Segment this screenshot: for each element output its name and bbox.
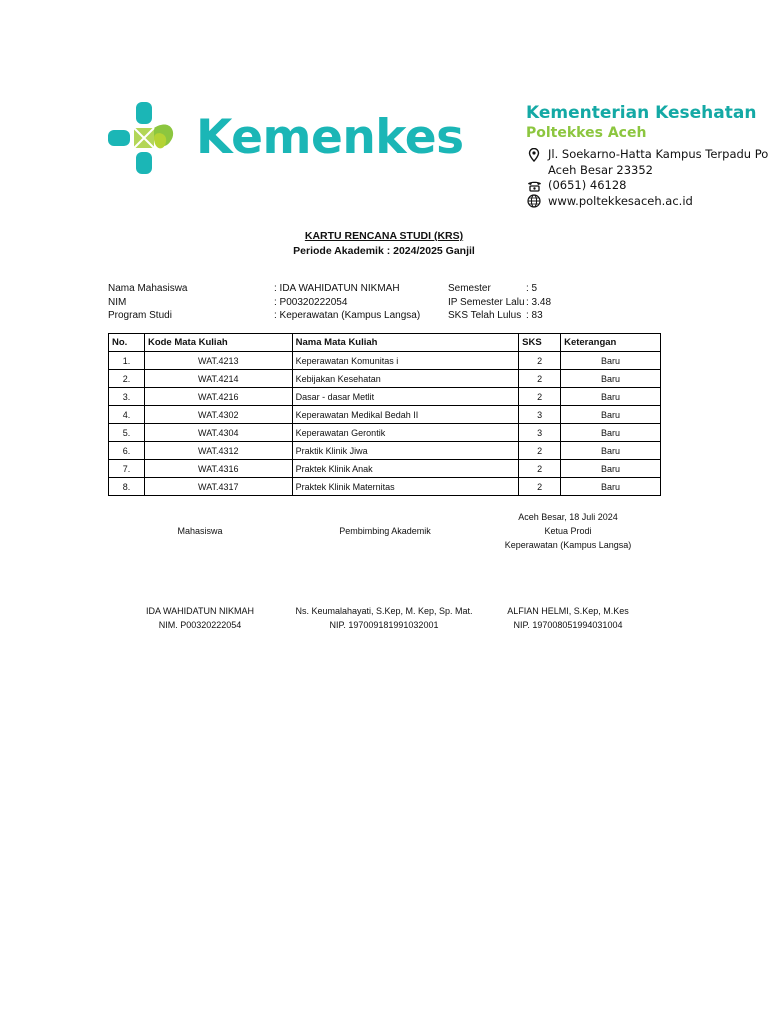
cell-no: 3. [109,388,145,406]
head-signature [478,604,658,632]
cell-credits: 2 [519,352,561,370]
cell-course-name: Praktek Klinik Anak [292,460,519,478]
student-signatory-name: IDA WAHIDATUN NIKMAH [145,606,254,616]
document-title: KARTU RENCANA STUDI (KRS) [304,230,464,242]
student-signature [110,604,290,632]
label-last-gpa: IP Semester Lalu [448,296,525,308]
cell-course-name: Keperawatan Gerontik [292,424,519,442]
table-row [109,388,661,406]
cell-course-code: WAT.4302 [144,406,292,424]
head-unit: Keperawatan (Kampus Langsa) [504,540,632,550]
cell-credits: 2 [519,370,561,388]
cell-no: 1. [109,352,145,370]
cell-no: 5. [109,424,145,442]
cell-credits: 3 [519,406,561,424]
table-row [109,424,661,442]
cell-course-code: WAT.4214 [144,370,292,388]
cell-course-code: WAT.4216 [144,388,292,406]
student-values [274,282,420,323]
header-course-name: Nama Mata Kuliah [292,334,519,352]
cell-no: 2. [109,370,145,388]
cell-remarks: Baru [561,442,661,460]
table-header-row [109,334,661,352]
cell-no: 8. [109,478,145,496]
value-student-id: : P00320222054 [274,296,348,308]
website-link[interactable]: www.poltekkesaceh.ac.id [548,193,693,208]
website-line [526,194,768,210]
value-passed-credits: : 83 [526,310,543,321]
advisor-signatory-id: NIP. 197009181991032001 [329,620,439,630]
phone-number: (0651) 46128 [548,178,627,192]
head-signatory-name: ALFIAN HELMI, S.Kep, M.Kes [507,606,629,616]
cell-course-code: WAT.4213 [144,352,292,370]
table-row [109,352,661,370]
location-pin-icon [526,148,542,162]
cell-course-name: Praktek Klinik Maternitas [292,478,519,496]
header-no: No. [109,334,145,352]
cell-course-name: Praktik Klinik Jiwa [292,442,519,460]
table-row [109,478,661,496]
student-role: Mahasiswa [177,526,223,536]
address-line [526,147,768,163]
cell-remarks: Baru [561,352,661,370]
label-student-id: NIM [108,296,127,308]
value-semester: : 5 [526,283,538,294]
label-study-program: Program Studi [108,310,172,321]
address-line2: Aceh Besar 23352 [548,162,653,177]
label-semester: Semester [448,283,491,294]
advisor-signatory-name: Ns. Keumalahayati, S.Kep, M. Kep, Sp. Mat. [295,606,473,616]
cell-no: 4. [109,406,145,424]
kemenkes-emblem-icon [108,102,180,174]
cell-course-code: WAT.4304 [144,424,292,442]
head-signatory-id: NIP. 197008051994031004 [513,620,623,630]
cell-course-name: Keperawatan Komunitas i [292,352,519,370]
advisor-signature [284,604,484,632]
cell-credits: 2 [519,478,561,496]
cell-course-name: Dasar - dasar Metlit [292,388,519,406]
course-table [108,333,661,496]
org-subtitle: Poltekkes Aceh [526,125,647,141]
globe-icon [526,194,542,208]
cell-credits: 2 [519,460,561,478]
academic-labels [448,282,528,323]
cell-course-name: Kebijakan Kesehatan [292,370,519,388]
student-labels [108,282,187,323]
logo-text: Kemenkes [196,110,464,165]
advisor-role: Pembimbing Akademik [339,526,431,536]
value-last-gpa: : 3.48 [526,296,552,308]
cell-course-code: WAT.4316 [144,460,292,478]
table-row [109,442,661,460]
table-row [109,370,661,388]
address-line1: Jl. Soekarno-Hatta Kampus Terpadu Po [548,147,768,161]
phone-line [526,178,768,194]
head-role: Ketua Prodi [544,526,592,536]
header-remarks: Keterangan [561,334,661,352]
header-credits: SKS [519,334,561,352]
cell-course-code: WAT.4312 [144,442,292,460]
cell-credits: 3 [519,424,561,442]
cell-credits: 2 [519,388,561,406]
cell-course-name: Keperawatan Medikal Bedah II [292,406,519,424]
place-date: Aceh Besar, 18 Juli 2024 [518,512,618,522]
organization-info [526,102,768,209]
address-line-2 [526,163,768,179]
signature-date-block [478,510,658,552]
table-row [109,460,661,478]
cell-course-code: WAT.4317 [144,478,292,496]
value-student-name: : IDA WAHIDATUN NIKMAH [274,283,400,294]
phone-icon [526,179,542,193]
academic-values [526,282,551,323]
student-signatory-id: NIM. P00320222054 [158,620,242,630]
cell-remarks: Baru [561,388,661,406]
kemenkes-logo [108,102,464,174]
cell-remarks: Baru [561,460,661,478]
cell-remarks: Baru [561,370,661,388]
label-student-name: Nama Mahasiswa [108,283,188,294]
value-study-program: : Keperawatan (Kampus Langsa) [274,310,421,321]
cell-remarks: Baru [561,424,661,442]
org-title: Kementerian Kesehatan [526,103,757,123]
academic-period: Periode Akademik : 2024/2025 Ganjil [293,245,475,257]
cell-no: 7. [109,460,145,478]
cell-remarks: Baru [561,478,661,496]
cell-no: 6. [109,442,145,460]
cell-credits: 2 [519,442,561,460]
table-row [109,406,661,424]
header-course-code: Kode Mata Kuliah [144,334,292,352]
cell-remarks: Baru [561,406,661,424]
label-passed-credits: SKS Telah Lulus [448,310,522,321]
